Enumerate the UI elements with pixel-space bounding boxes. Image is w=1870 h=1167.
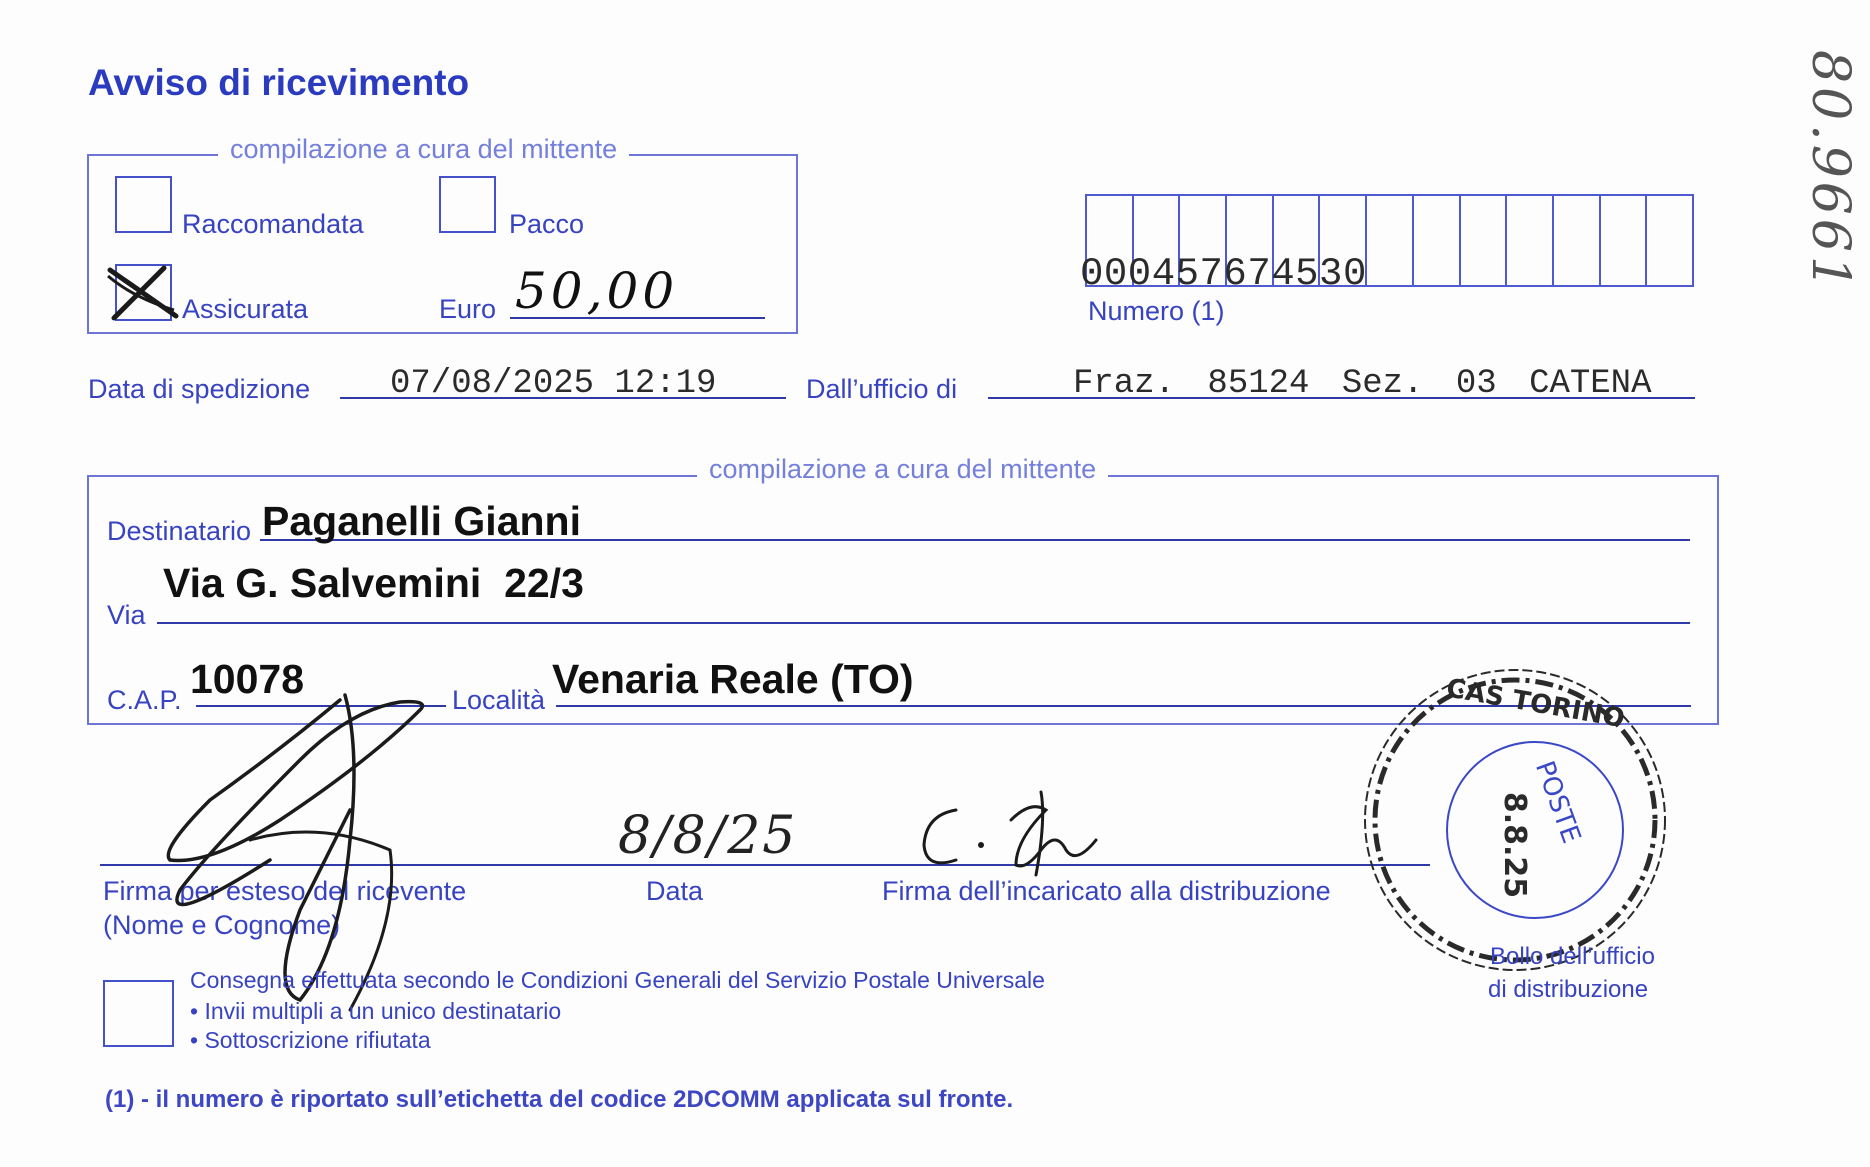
localita-value: Venaria Reale (TO) [552, 656, 914, 702]
via-line [157, 622, 1690, 624]
margin-handwritten-note: 80.9661 [1800, 50, 1860, 294]
stamp-top-text: CAS TORINO [1444, 673, 1627, 735]
firma-ricevente-label: Firma per esteso del ricevente [103, 876, 467, 906]
consegna-checkbox[interactable] [103, 980, 174, 1047]
sender-options-legend: compilazione a cura del mittente [218, 134, 629, 165]
localita-label: Località [452, 685, 546, 715]
data-label: Data [646, 876, 704, 906]
cap-label: C.A.P. [107, 685, 182, 715]
recipient-legend: compilazione a cura del mittente [697, 454, 1108, 485]
data-spedizione-label: Data di spedizione [88, 374, 311, 404]
via-label: Via [107, 600, 146, 630]
destinatario-value: Paganelli Gianni [262, 498, 581, 544]
consegna-text: Consegna effettuata secondo le Condizioni Generali del Servizio Postale Universale [190, 967, 1045, 993]
ufficio-label: Dall’ufficio di [806, 374, 958, 404]
page-title: Avviso di ricevimento [88, 62, 470, 103]
stamp-center-text: POSTE [1528, 757, 1587, 848]
euro-value: 50,00 [515, 262, 679, 320]
postal-stamp-image [1350, 655, 1680, 985]
check-mark-icon [104, 258, 184, 324]
data-spedizione-value: 07/08/2025 12:19 [390, 365, 717, 403]
data-handwritten: 8/8/25 [618, 806, 798, 866]
firma-incaricato-label: Firma dell’incaricato alla distribuzione [882, 876, 1331, 906]
euro-label: Euro [439, 294, 497, 324]
raccomandata-checkbox[interactable] [115, 176, 172, 233]
destinatario-label: Destinatario [107, 516, 252, 546]
via-value: Via G. Salvemini 22/3 [163, 560, 584, 606]
stamp-date-text: 8.8.25 [1497, 791, 1532, 899]
consegna-bullet-2: • Sottoscrizione rifiutata [190, 1027, 431, 1053]
numero-label: Numero (1) [1088, 296, 1225, 326]
numero-value: 000457674530 [1080, 252, 1367, 296]
bollo-label: Bollo dell’ufficio [1490, 943, 1655, 970]
assicurata-label: Assicurata [182, 294, 309, 324]
courier-signature-image [906, 780, 1106, 880]
ufficio-value: Fraz. 85124 Sez. 03 CATENA [1073, 365, 1652, 403]
consegna-bullet-1: • Invii multipli a un unico destinatario [190, 998, 562, 1024]
footnote: (1) - il numero è riportato sull’etichetta del codice 2DCOMM applicata sul fronte. [105, 1086, 1014, 1113]
raccomandata-label: Raccomandata [182, 209, 364, 239]
cap-value: 10078 [190, 656, 305, 702]
pacco-checkbox[interactable] [439, 176, 496, 233]
bollo-sublabel: di distribuzione [1488, 976, 1649, 1003]
pacco-label: Pacco [509, 209, 585, 239]
firma-ricevente-sublabel: (Nome e Cognome) [103, 910, 341, 940]
